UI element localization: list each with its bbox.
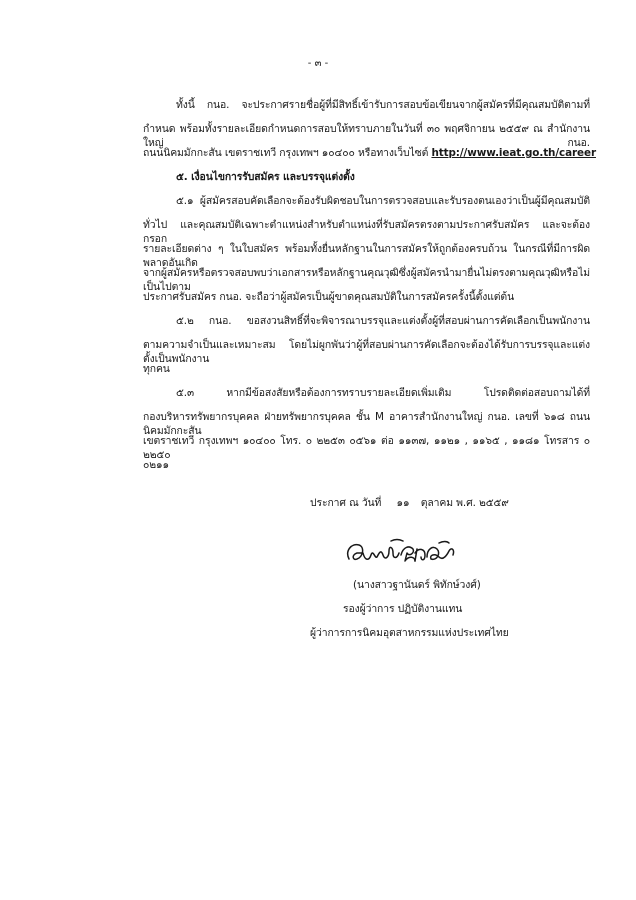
address-text: ถนนนิคมมักกะสัน เขตราชเทวี กรุงเทพฯ ๑๐๔๐๐ หรือทางเว็บไซต์ [143, 147, 429, 159]
paragraph-1-line-1: ทั้งนี้ กนอ. จะประกาศรายชื่อผู้ที่มีสิทธิ์เข้ารับการสอบข้อเขียนจากผู้สมัครที่มีคุณสมบัติตามที่ [176, 99, 590, 111]
section-5-1-line-5: ประกาศรับสมัคร กนอ. จะถือว่าผู้สมัครเป็นผู้ขาดคุณสมบัติในการสมัครครั้งนี้ตั้งแต่ต้น [143, 291, 515, 303]
handwritten-signature [343, 535, 463, 571]
signatory-position-1: รองผู้ว่าการ ปฏิบัติงานแทน [343, 603, 463, 615]
career-website-link[interactable]: http://www.ieat.go.th/career [431, 147, 596, 159]
page-number: - ๓ - [307, 58, 329, 69]
section-5-2-line-3: ทุกคน [143, 363, 170, 375]
section-5-3-line-3: เขตราชเทวี กรุงเทพฯ ๑๐๔๐๐ โทร. ๐ ๒๒๕๓ ๐๕๖๑ ต่อ ๑๑๓๗, ๑๑๒๑ , ๑๑๖๕ , ๑๑๘๑ โทรสาร ๐ ๒๒๕๐ [143, 435, 590, 461]
section-5-2-line-1: ๕.๒ กนอ. ขอสงวนสิทธิ์ที่จะพิจารณาบรรจุและแต่งตั้งผู้ที่สอบผ่านการคัดเลือกเป็นพนักงาน [176, 315, 590, 327]
section-5-1-line-1: ๕.๑ ผู้สมัครสอบคัดเลือกจะต้องรับผิดชอบในการตรวจสอบและรับรองตนเองว่าเป็นผู้มีคุณสมบัติ [176, 195, 590, 207]
announcement-date [310, 496, 509, 510]
section-5-heading: ๕. เงื่อนไขการรับสมัคร และบรรจุแต่งตั้ง [176, 171, 355, 183]
section-5-1-line-4: จากผู้สมัครหรือตรวจสอบพบว่าเอกสารหรือหลักฐานคุณวุฒิซึ่งผู้สมัครนำมายื่นไม่ตรงตามคุณวุฒิหรือไม่เป็นไปตาม [143, 267, 590, 293]
section-5-2-line-2: ตามความจำเป็นและเหมาะสม โดยไม่ผูกพันว่าผู้ที่สอบผ่านการคัดเลือกจะต้องได้รับการบรรจุและแต่งตั้งเป็นพนักงาน [143, 339, 590, 365]
section-5-3-line-4: ๐๒๑๑ [143, 459, 169, 471]
section-5-3-line-2: กองบริหารทรัพยากรบุคคล ฝ่ายทรัพยากรบุคคล ชั้น M อาคารสำนักงานใหญ่ กนอ. เลขที่ ๖๑๘ ถนนนิคมมักกะสัน [143, 411, 590, 437]
paragraph-1-line-3 [143, 146, 596, 160]
section-5-3-line-1: ๕.๓ หากมีข้อสงสัยหรือต้องการทราบรายละเอียดเพิ่มเติม โปรดติดต่อสอบถามได้ที่ [176, 387, 590, 399]
signatory-position-2: ผู้ว่าการการนิคมอุตสาหกรรมแห่งประเทศไทย [310, 627, 509, 639]
signatory-name: (นางสาวฐานันดร์ พิทักษ์วงศ์) [353, 579, 481, 591]
announcement-date-label: ประกาศ ณ วันที่ [310, 497, 382, 509]
announcement-day: ๑๑ [396, 497, 410, 509]
section-5-1-line-2: ทั่วไป และคุณสมบัติเฉพาะตำแหน่งสำหรับตำแหน่งที่รับสมัครตรงตามประกาศรับสมัคร และจะต้องกรอก [143, 219, 590, 245]
announcement-month-year: ตุลาคม พ.ศ. ๒๕๕๙ [420, 497, 509, 509]
section-5-1-line-3: รายละเอียดต่าง ๆ ในใบสมัคร พร้อมทั้งยื่นหลักฐานในการสมัครให้ถูกต้องครบถ้วน ในกรณีที่มีการผิดพลาดอันเกิด [143, 243, 590, 269]
paragraph-1-line-2: กำหนด พร้อมทั้งรายละเอียดกำหนดการสอบให้ทราบภายในวันที่ ๓๐ พฤศจิกายน ๒๕๕๙ ณ สำนักงานใหญ่ กนอ. [143, 123, 590, 149]
